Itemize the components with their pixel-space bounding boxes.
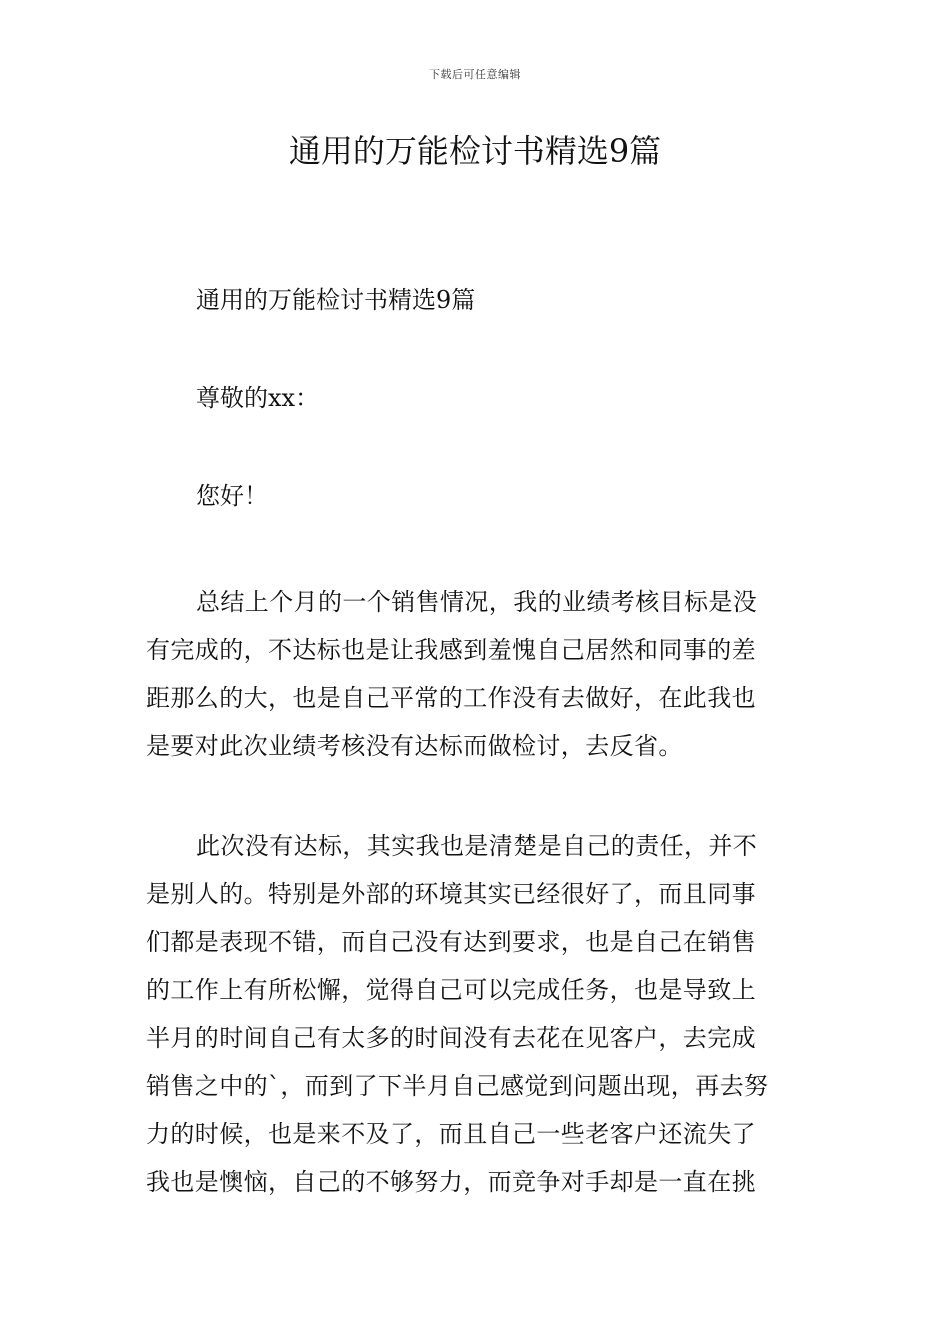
paragraph-line: 是别人的。特别是外部的环境其实已经很好了，而且同事 xyxy=(146,880,756,908)
paragraph-line: 们都是表现不错，而自己没有达到要求，也是自己在销售 xyxy=(146,928,756,956)
paragraph-1 xyxy=(146,578,808,770)
header-note: 下载后可任意编辑 xyxy=(429,68,521,81)
paragraph-line: 总结上个月的一个销售情况，我的业绩考核目标是没 xyxy=(196,588,758,616)
paragraph-line: 我也是懊恼，自己的不够努力，而竞争对手却是一直在挑 xyxy=(146,1168,756,1196)
document-subtitle: 通用的万能检讨书精选9篇 xyxy=(196,286,476,314)
paragraph-line: 是要对此次业绩考核没有达标而做检讨，去反省。 xyxy=(146,732,683,760)
greeting: 您好！ xyxy=(196,482,268,510)
paragraph-line: 力的时候，也是来不及了，而且自己一些老客户还流失了 xyxy=(146,1120,756,1148)
paragraph-line: 此次没有达标，其实我也是清楚是自己的责任，并不 xyxy=(196,832,758,860)
paragraph-line: 的工作上有所松懈，觉得自己可以完成任务，也是导致上 xyxy=(146,976,756,1004)
document-title: 通用的万能检讨书精选9篇 xyxy=(288,132,662,170)
paragraph-2 xyxy=(146,822,808,1206)
paragraph-line: 有完成的，不达标也是让我感到羞愧自己居然和同事的差 xyxy=(146,636,756,664)
paragraph-line: 销售之中的`，而到了下半月自己感觉到问题出现，再去努 xyxy=(146,1072,769,1100)
salutation: 尊敬的xx： xyxy=(196,384,320,412)
paragraph-line: 距那么的大，也是自己平常的工作没有去做好，在此我也 xyxy=(146,684,756,712)
paragraph-line: 半月的时间自己有太多的时间没有去花在见客户，去完成 xyxy=(146,1024,756,1052)
